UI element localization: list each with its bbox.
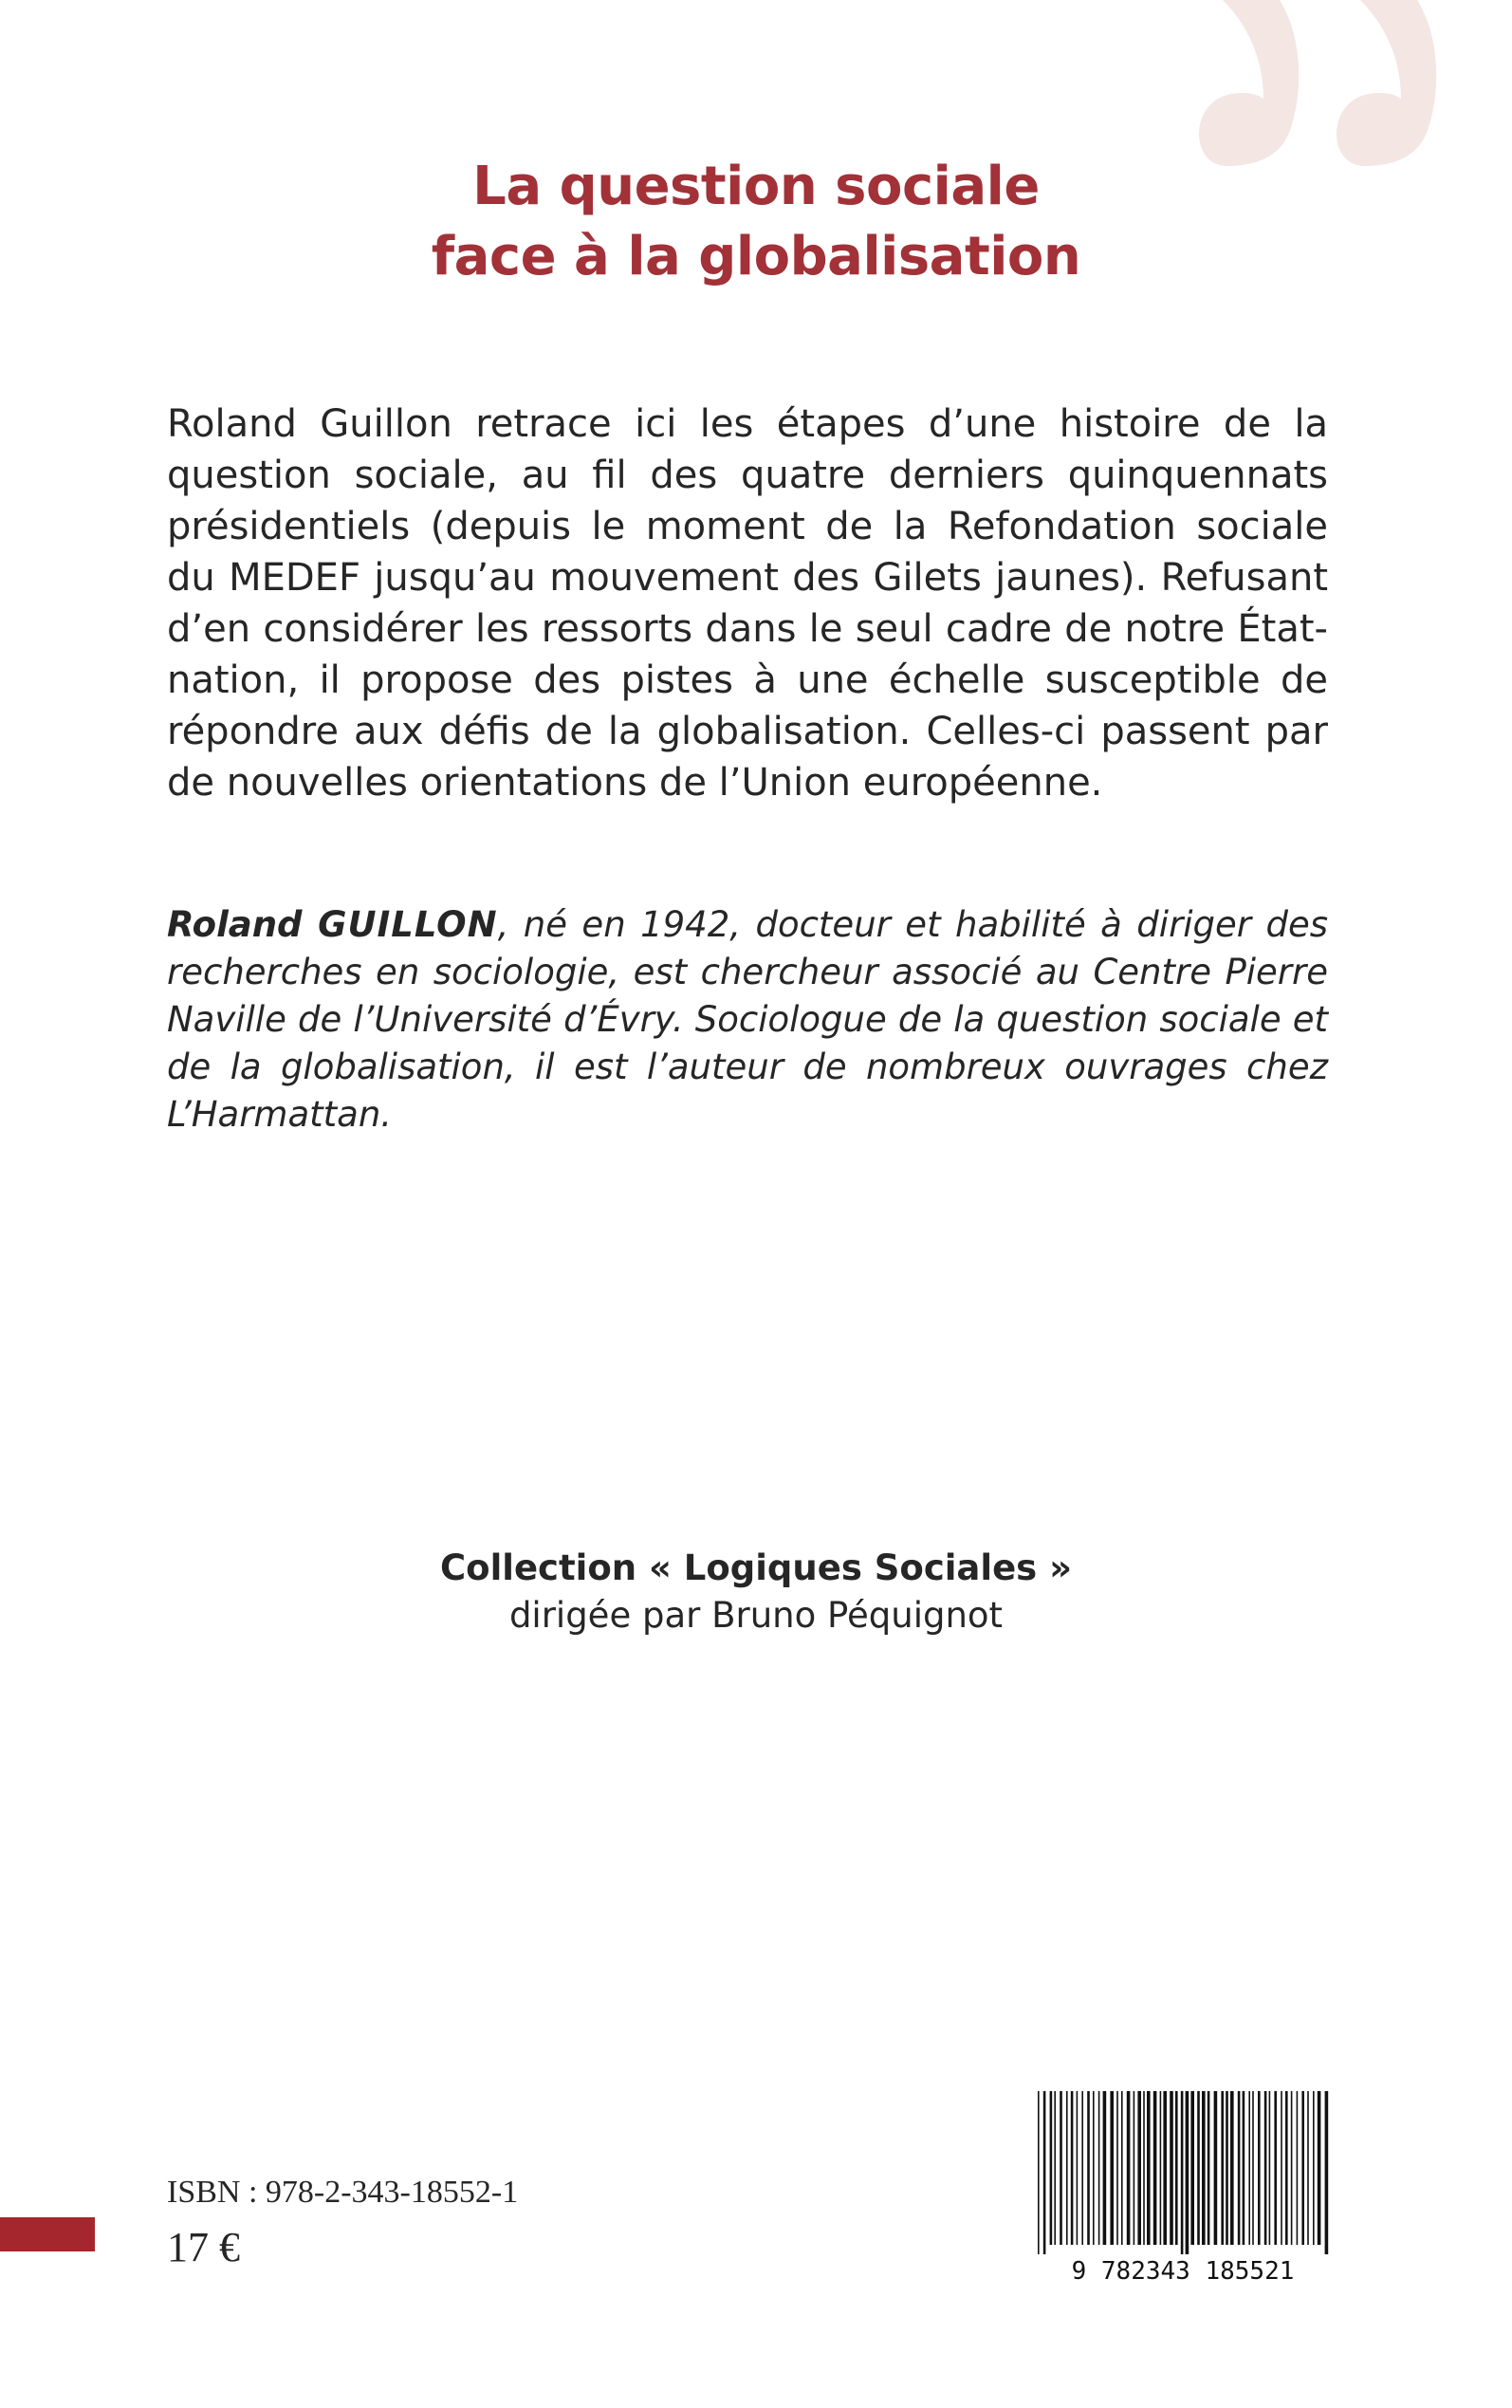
barcode-bar	[1269, 2091, 1271, 2245]
barcode-bar	[1081, 2091, 1083, 2245]
barcode-bar	[1313, 2091, 1315, 2245]
barcode-bar	[1190, 2091, 1194, 2245]
barcode-bar	[1093, 2091, 1095, 2245]
barcode-bar	[1186, 2091, 1189, 2254]
barcode-bar	[1134, 2091, 1135, 2245]
barcode-bar	[1103, 2091, 1107, 2245]
barcode-bar	[1071, 2091, 1074, 2245]
author-first-name: Roland	[167, 904, 319, 945]
author-bio-text: , né en 1942, docteur et habilité à diriger des recherches en sociologie, est chercheur associé au Centre Pierre Naville de l’Université d’Évry. Sociologue de la question sociale et de la globalisation, il est l’auteur de nombreux ouvrages chez L’Harmattan.	[167, 904, 1328, 1135]
collection-title: Collection « Logiques Sociales »	[440, 1547, 1072, 1588]
barcode-bar	[1258, 2091, 1261, 2245]
barcode-bar	[1281, 2091, 1282, 2245]
barcode-bar	[1116, 2091, 1118, 2245]
barcode-bar	[1325, 2091, 1329, 2254]
price: 17 €	[167, 2224, 240, 2270]
red-band	[0, 2217, 95, 2251]
collection-info	[0, 1545, 1512, 1639]
barcode-bar	[1175, 2091, 1178, 2245]
barcode-bar	[1153, 2091, 1157, 2245]
barcode-bar	[1208, 2091, 1210, 2245]
barcode-bar	[1060, 2091, 1062, 2245]
barcode-bar	[1127, 2091, 1131, 2245]
barcode-bar	[1147, 2091, 1151, 2245]
barcode-bar	[1285, 2091, 1288, 2245]
barcode-bar	[1038, 2091, 1040, 2254]
author-bio	[167, 901, 1328, 1139]
barcode-bar	[1143, 2091, 1145, 2245]
barcode-bar	[1066, 2091, 1068, 2245]
barcode-bar	[1297, 2091, 1299, 2245]
author-name	[167, 904, 498, 945]
barcode-bar	[1214, 2091, 1218, 2245]
barcode-bar	[1181, 2091, 1184, 2254]
title-line-1: La question sociale	[472, 156, 1040, 217]
barcode-bar	[1043, 2091, 1046, 2254]
barcode-bar	[1264, 2091, 1267, 2245]
barcode-bar	[1137, 2091, 1141, 2245]
barcode-bar	[1307, 2091, 1309, 2245]
author-surname: GUILLON	[318, 904, 498, 945]
barcode-bar	[1121, 2091, 1123, 2245]
barcode-bar	[1170, 2091, 1173, 2245]
barcode-bar	[1197, 2091, 1200, 2245]
barcode-bar	[1274, 2091, 1277, 2245]
barcode-bar	[1318, 2091, 1321, 2245]
barcode	[1026, 2089, 1339, 2287]
title-line-2: face à la globalisation	[431, 226, 1081, 287]
book-title	[0, 152, 1512, 292]
barcode-bar	[1054, 2091, 1056, 2245]
barcode-bar	[1291, 2091, 1293, 2245]
barcode-bar	[1221, 2091, 1224, 2245]
barcode-bar	[1098, 2091, 1100, 2245]
barcode-bar	[1050, 2091, 1053, 2245]
isbn: ISBN : 978-2-343-18552-1	[167, 2175, 519, 2210]
book-summary: Roland Guillon retrace ici les étapes d’une histoire de la question sociale, au fil des quatre derniers quinquennats présidentiels (depuis le moment de la Refondation sociale du MEDEF jusqu’au mouvement des Gilets jaunes). Refusant d’en considérer les ressorts dans le seul cadre de notre État-nation, il propose des pistes à une échelle susceptible de répondre aux défis de la globalisation. Celles-ci passent par de nouvelles orientations de l’Union européenne.	[167, 402, 1328, 805]
barcode-bar	[1202, 2091, 1206, 2245]
barcode-bar	[1248, 2091, 1250, 2245]
barcode-number: 9 782343 185521	[1071, 2257, 1295, 2286]
collection-director: dirigée par Bruno Péquignot	[508, 1595, 1004, 1636]
barcode-bar	[1110, 2091, 1114, 2245]
barcode-bar	[1077, 2091, 1079, 2245]
barcode-bar	[1252, 2091, 1254, 2245]
barcode-bar	[1087, 2091, 1090, 2245]
barcode-bar	[1301, 2091, 1304, 2245]
barcode-bar	[1238, 2091, 1241, 2245]
barcode-bar	[1243, 2091, 1245, 2245]
barcode-bar	[1163, 2091, 1167, 2245]
barcode-bar	[1226, 2091, 1228, 2245]
barcode-bar	[1160, 2091, 1162, 2245]
barcode-bar	[1230, 2091, 1234, 2245]
